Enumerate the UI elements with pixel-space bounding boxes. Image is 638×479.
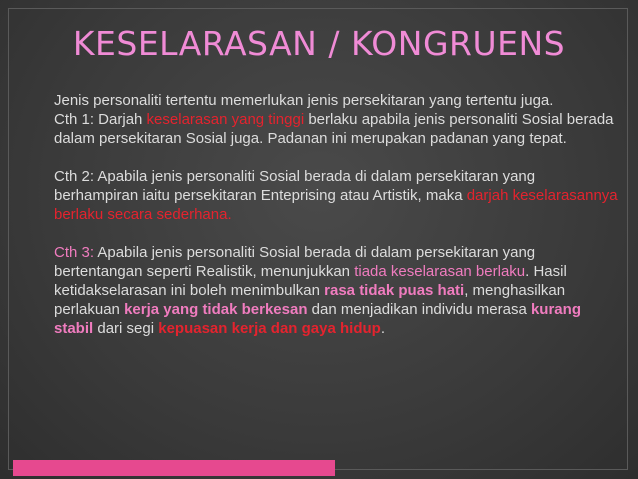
bullet-2-text: Cth 1: Darjah xyxy=(54,111,147,128)
bullet-3-text: Cth 2: Apabila jenis personaliti Sosial berada di dalam persekitaran yang berhampiran iaitu persekitaran Enteprising atau Artistik, maka xyxy=(54,168,536,204)
highlight-keselarasan-tinggi: keselarasan yang tinggi xyxy=(146,111,305,128)
highlight-tiada-keselarasan: tiada keselarasan berlaku xyxy=(354,263,526,280)
highlight-cth-3: Cth 3: xyxy=(54,244,95,261)
bullet-4-text: Apabila jenis personaliti Sosial berada di dalam persekitaran yang bertentangan seperti Realistik, menunjukkan xyxy=(54,244,536,280)
highlight-rasa-tidak-puas-hati: rasa tidak puas hati xyxy=(324,282,465,299)
bullet-item-1 xyxy=(22,91,622,110)
bullet-item-2 xyxy=(22,110,622,148)
spacer xyxy=(22,224,622,243)
bullet-4-text-d: dan menjadikan individu merasa xyxy=(307,301,531,318)
spacer xyxy=(22,148,622,167)
bullet-1-text: Jenis personaliti tertentu memerlukan jenis persekitaran yang tertentu juga. xyxy=(54,92,554,109)
bullet-4-text-b: . Hasil ketidakselarasan ini boleh menimbulkan xyxy=(54,263,567,299)
bullet-item-4 xyxy=(22,243,622,338)
highlight-kepuasan-kerja: kepuasan kerja dan gaya hidup xyxy=(158,320,381,337)
highlight-kerja-tidak-berkesan: kerja yang tidak berkesan xyxy=(124,301,308,318)
bottom-accent-bar xyxy=(13,460,335,476)
bullet-4-text-e: dari segi xyxy=(93,320,159,337)
bullet-item-3 xyxy=(22,167,622,224)
content-list xyxy=(22,91,622,338)
highlight-kurang-stabil: kurang stabil xyxy=(54,301,581,337)
bullet-4-text-c: , menghasilkan perlakuan xyxy=(54,282,566,318)
highlight-darjah-sederhana: darjah keselarasannya berlaku secara sederhana. xyxy=(54,187,618,223)
bullet-2-text-rest: berlaku apabila jenis personaliti Sosial berada dalam persekitaran Sosial juga. Padanan ini merupakan padanan yang tepat. xyxy=(54,111,614,147)
slide-title: KESELARASAN / KONGRUENS xyxy=(72,24,566,63)
bullet-4-text-f: . xyxy=(380,320,385,337)
